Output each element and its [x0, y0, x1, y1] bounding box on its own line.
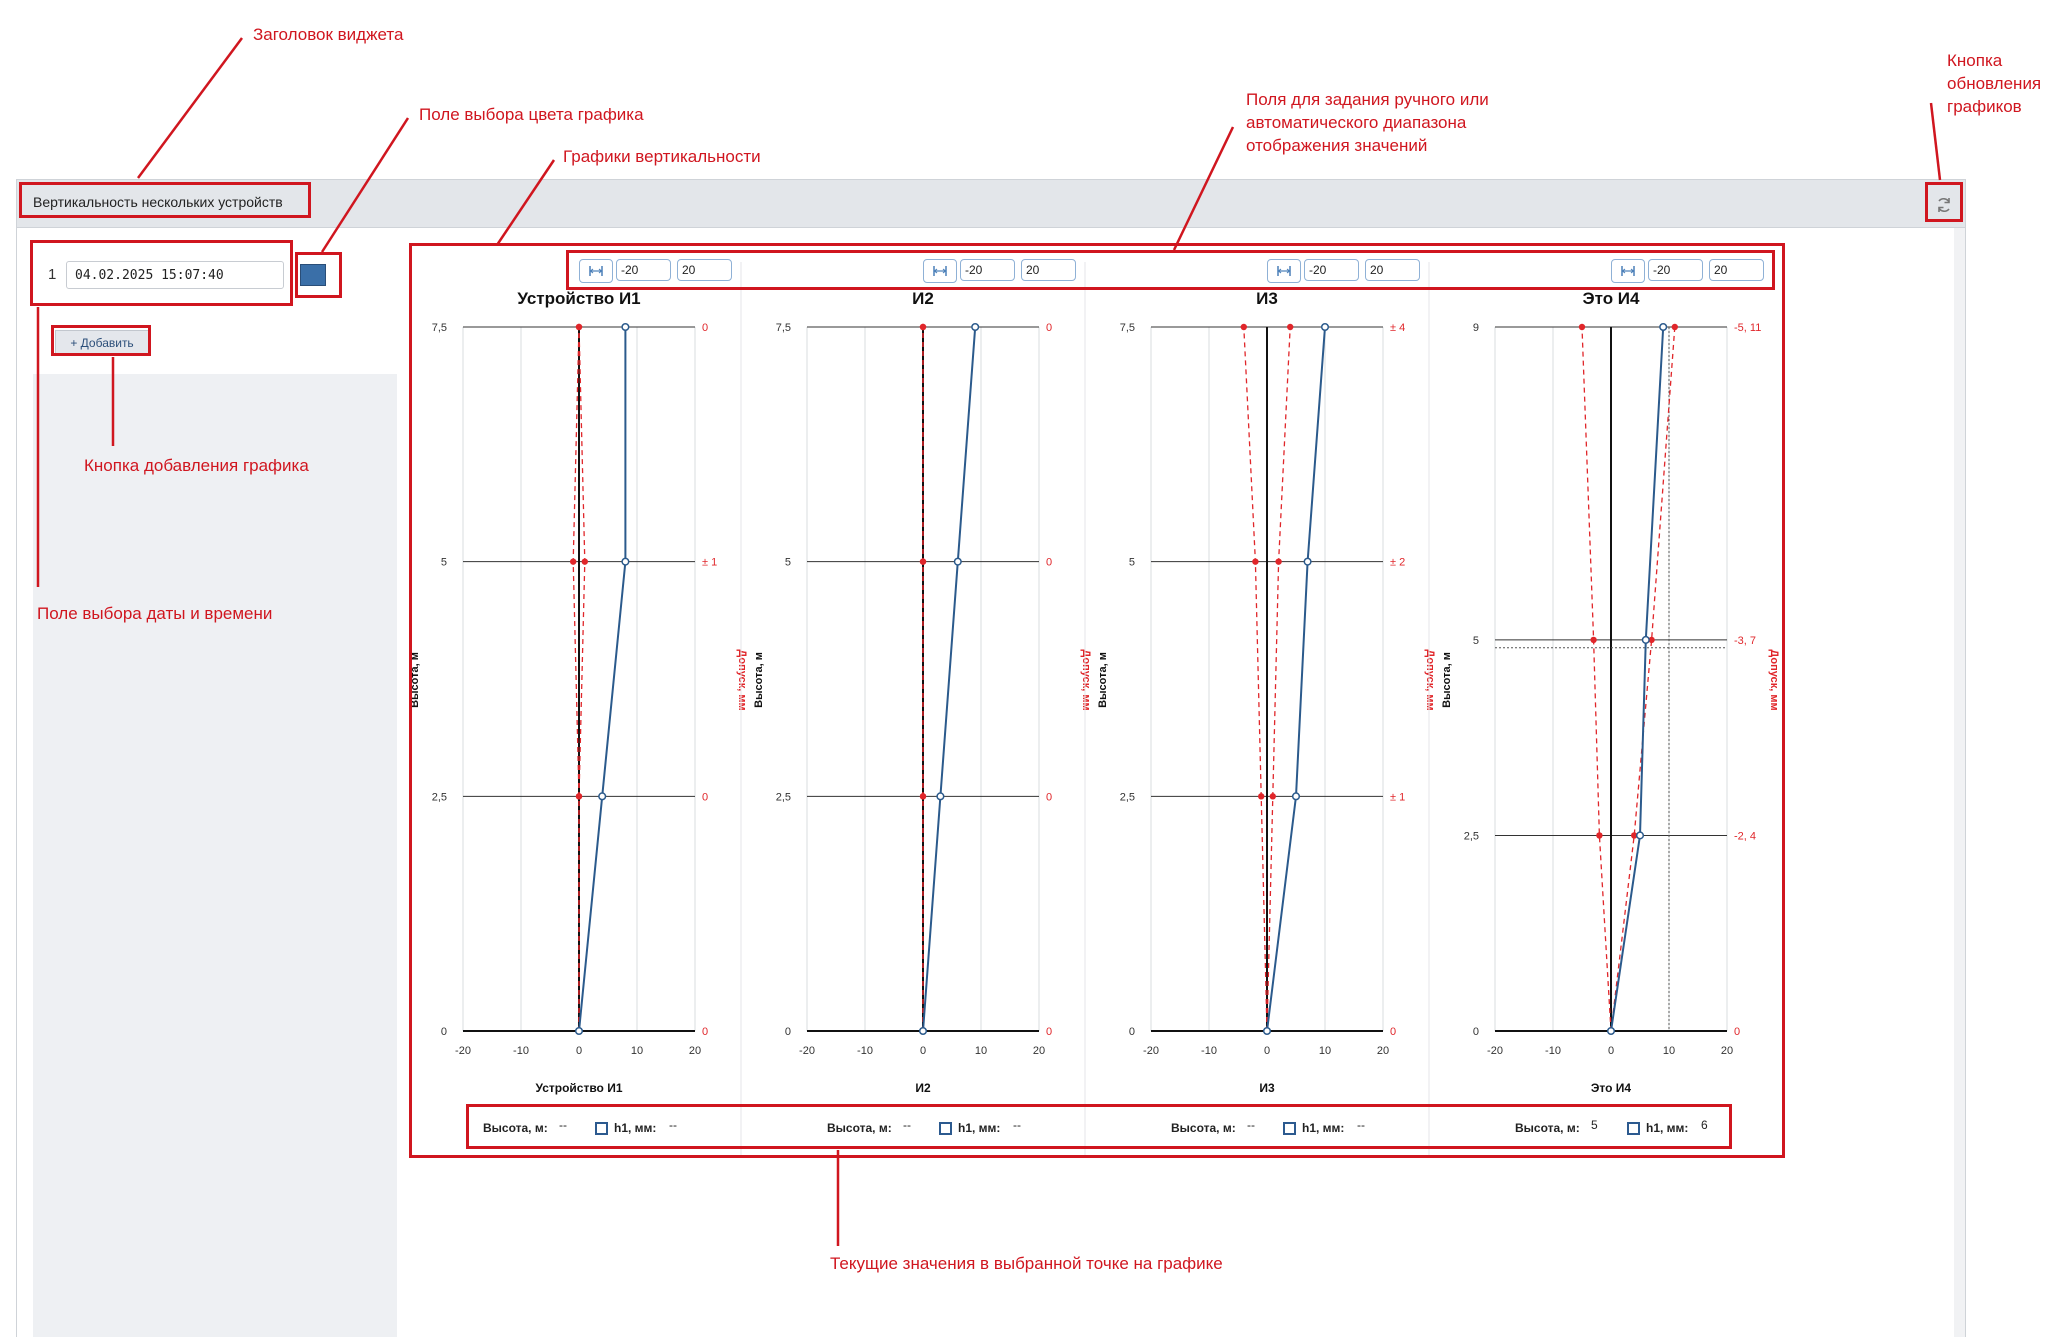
x-tick-label: -20 [1143, 1045, 1159, 1057]
tolerance-label: ± 2 [1390, 556, 1406, 569]
tolerance-label: 0 [1734, 1026, 1741, 1038]
range-min-input[interactable]: -20 [1648, 259, 1703, 281]
annotation-color-field: Поле выбора цвета графика [419, 105, 644, 124]
current-height-value: -- [559, 1118, 567, 1132]
range-min-input[interactable]: -20 [616, 259, 671, 281]
current-height-label: Высота, м: [1171, 1121, 1236, 1135]
current-h1-value: -- [669, 1118, 677, 1132]
y-axis-label: Высота, м [409, 652, 421, 708]
x-axis-label: И2 [915, 1081, 931, 1095]
y-tick-label: 2,5 [775, 791, 791, 804]
datetime-input[interactable]: 04.02.2025 15:07:40 [66, 261, 284, 289]
x-tick-label: -10 [1201, 1045, 1217, 1057]
x-tick-label: -20 [1487, 1045, 1503, 1057]
tolerance-label: 0 [1046, 1026, 1053, 1038]
range-max-input[interactable]: 20 [677, 259, 732, 281]
x-tick-label: 0 [575, 1045, 583, 1057]
tolerance-label: 0 [1390, 1026, 1397, 1038]
current-h1-value: -- [1357, 1118, 1365, 1132]
current-h1-value: -- [1013, 1118, 1021, 1132]
current-height-value: -- [903, 1118, 911, 1132]
current-h1-label: h1, мм: [614, 1121, 657, 1135]
y-tick-label: 7,5 [431, 322, 447, 334]
x-tick-label: -10 [513, 1045, 529, 1057]
x-tick-label: 20 [1720, 1045, 1734, 1057]
tolerance-label: -2, 4 [1734, 830, 1757, 843]
leader-refresh-button [1931, 103, 1940, 180]
range-min-input[interactable]: -20 [1304, 259, 1359, 281]
x-tick-label: 10 [1318, 1045, 1332, 1057]
range-max-input[interactable]: 20 [1709, 259, 1764, 281]
annotation-datetime-field: Поле выбора даты и времени [37, 604, 273, 623]
y2-axis-label: Допуск, мм [1080, 649, 1092, 711]
y-tick-label: 7,5 [775, 322, 791, 334]
y-tick-label: 0 [1472, 1026, 1479, 1038]
y-axis-label: Высота, м [1097, 652, 1109, 708]
leader-widget-title [138, 38, 242, 178]
leader-color-field [322, 118, 408, 252]
x-tick-label: 20 [1376, 1045, 1390, 1057]
y-tick-label: 5 [784, 556, 791, 569]
range-max-input[interactable]: 20 [1021, 259, 1076, 281]
tolerance-label: -3, 7 [1734, 634, 1757, 647]
y-tick-label: 5 [1472, 634, 1479, 647]
y-axis-label: Высота, м [1441, 652, 1453, 708]
tolerance-label: 0 [1046, 791, 1053, 804]
y-tick-label: 0 [784, 1026, 791, 1038]
tolerance-label: 0 [1046, 322, 1053, 334]
add-chart-button[interactable]: + Добавить [55, 330, 149, 356]
y-tick-label: 5 [440, 556, 447, 569]
y-tick-label: 7,5 [1119, 322, 1135, 334]
current-height-label: Высота, м: [483, 1121, 548, 1135]
x-tick-label: 20 [1032, 1045, 1046, 1057]
x-axis-label: Это И4 [1590, 1081, 1632, 1095]
annotation-charts: Графики вертикальности [563, 147, 761, 166]
x-tick-label: -10 [1545, 1045, 1561, 1057]
tolerance-label: 0 [702, 791, 709, 804]
leader-range-fields [1174, 127, 1233, 250]
x-tick-label: -10 [857, 1045, 873, 1057]
y-tick-label: 2,5 [1119, 791, 1135, 804]
y-tick-label: 0 [1128, 1026, 1135, 1038]
series-row-number: 1 [48, 266, 57, 283]
current-h1-label: h1, мм: [1302, 1121, 1345, 1135]
tolerance-label: 0 [1046, 556, 1053, 569]
range-max-input[interactable]: 20 [1365, 259, 1420, 281]
tolerance-label: ± 1 [1390, 791, 1406, 804]
x-tick-label: 0 [1263, 1045, 1271, 1057]
widget-title: Вертикальность нескольких устройств [33, 194, 283, 210]
current-h1-label: h1, мм: [1646, 1121, 1689, 1135]
y-tick-label: 2,5 [431, 791, 447, 804]
y-tick-label: 2,5 [1463, 830, 1479, 843]
x-axis-label: Устройство И1 [535, 1081, 623, 1095]
y2-axis-label: Допуск, мм [1768, 649, 1780, 711]
x-tick-label: 0 [919, 1045, 927, 1057]
current-height-value: 5 [1591, 1118, 1598, 1132]
leader-charts [497, 160, 554, 245]
chart-title: Это И4 [1582, 289, 1640, 308]
annotation-current-values: Текущие значения в выбранной точке на графике [830, 1254, 1223, 1273]
y-tick-label: 5 [1128, 556, 1135, 569]
x-tick-label: 10 [974, 1045, 988, 1057]
x-tick-label: 20 [688, 1045, 702, 1057]
annotation-refresh-button: Кнопка обновления графиков [1947, 51, 2042, 116]
tolerance-label: ± 1 [702, 556, 718, 569]
range-min-input[interactable]: -20 [960, 259, 1015, 281]
current-height-label: Высота, м: [1515, 1121, 1580, 1135]
annotation-widget-title: Заголовок виджета [253, 25, 404, 44]
tolerance-label: 0 [702, 1026, 709, 1038]
chart-title: И2 [912, 289, 934, 308]
y2-axis-label: Допуск, мм [736, 649, 748, 711]
x-axis-label: И3 [1259, 1081, 1275, 1095]
y-tick-label: 0 [440, 1026, 447, 1038]
x-tick-label: 10 [630, 1045, 644, 1057]
y-axis-label: Высота, м [753, 652, 765, 708]
chart-title: И3 [1256, 289, 1278, 308]
y-tick-label: 9 [1472, 322, 1479, 334]
tolerance-label: ± 4 [1390, 322, 1406, 334]
x-tick-label: 0 [1607, 1045, 1615, 1057]
tolerance-label: -5, 11 [1734, 322, 1762, 334]
tolerance-label: 0 [702, 322, 709, 334]
chart-title: Устройство И1 [517, 289, 641, 308]
current-height-label: Высота, м: [827, 1121, 892, 1135]
x-tick-label: -20 [799, 1045, 815, 1057]
x-tick-label: 10 [1662, 1045, 1676, 1057]
current-h1-label: h1, мм: [958, 1121, 1001, 1135]
annotation-add-button: Кнопка добавления графика [84, 456, 309, 475]
annotation-range-fields: Поля для задания ручного или автоматического диапазона отображения значений [1246, 90, 1489, 155]
current-h1-value: 6 [1701, 1118, 1708, 1132]
y2-axis-label: Допуск, мм [1424, 649, 1436, 711]
current-height-value: -- [1247, 1118, 1255, 1132]
x-tick-label: -20 [455, 1045, 471, 1057]
